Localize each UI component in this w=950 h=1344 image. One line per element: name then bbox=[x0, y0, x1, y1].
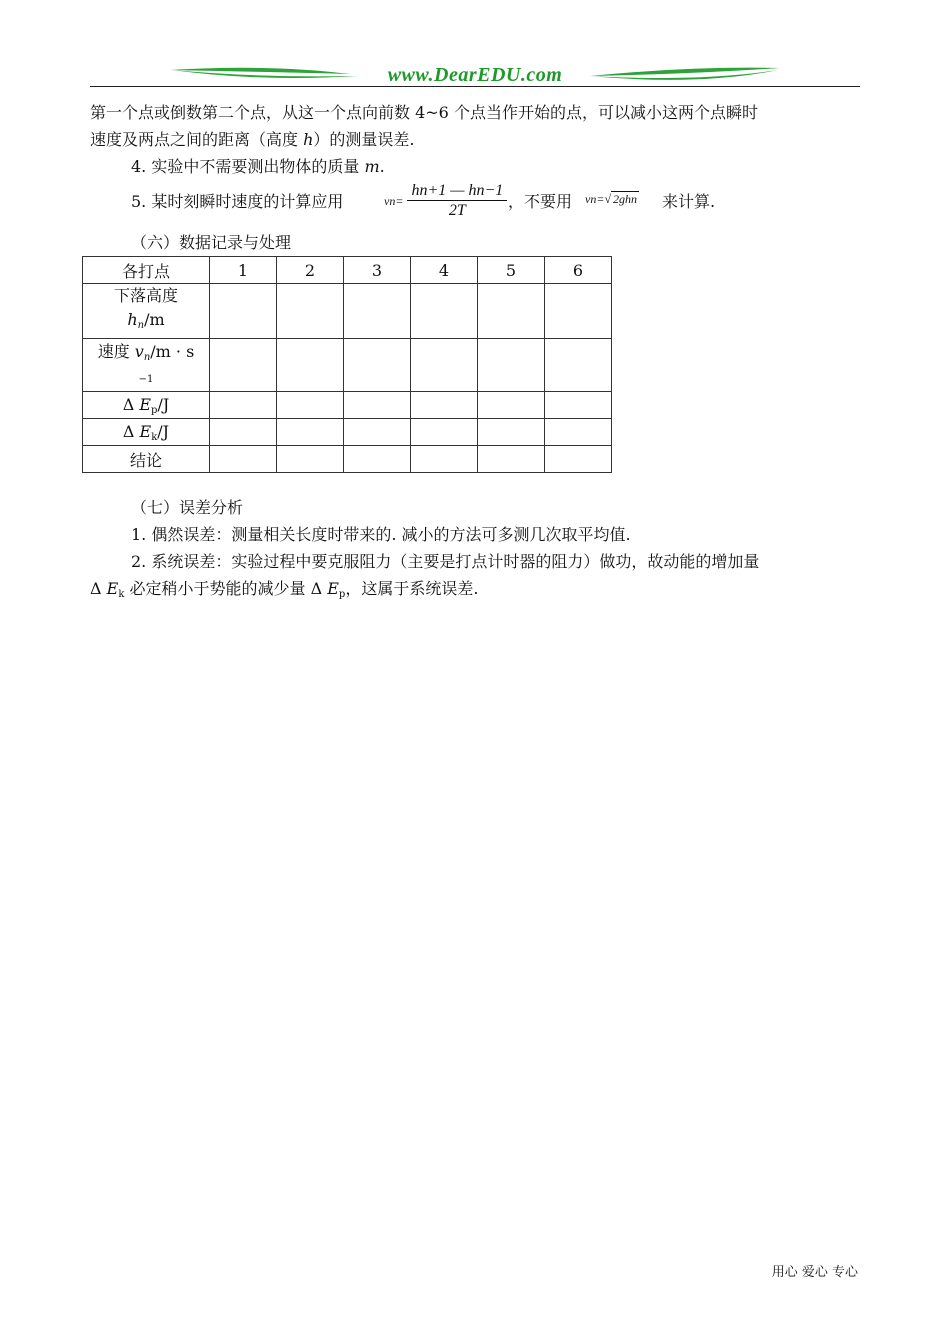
intro-line-2: 速度及两点之间的距离（高度 h）的测量误差. bbox=[90, 130, 415, 149]
footer-slogan: 用心 爱心 专心 bbox=[771, 1265, 858, 1280]
table-cell bbox=[344, 339, 411, 392]
table-cell bbox=[478, 419, 545, 446]
table-cell bbox=[344, 419, 411, 446]
table-cell bbox=[411, 419, 478, 446]
error-item-1: 1. 偶然误差：测量相关长度时带来的. 减小的方法可多测几次取平均值. bbox=[131, 525, 631, 544]
intro-line-1: 第一个点或倒数第二个点，从这一个点向前数 4~6 个点当作开始的点，可以减小这两个点瞬时 bbox=[90, 103, 758, 122]
table-cell bbox=[545, 392, 612, 419]
header-cell-label: 各打点 bbox=[83, 257, 210, 284]
row-label-speed: 速度 $v_n/m \cdot s$ −1 bbox=[83, 339, 210, 392]
table-cell bbox=[545, 446, 612, 473]
table-cell bbox=[478, 339, 545, 392]
item-5-post: 来计算. bbox=[662, 192, 716, 211]
item-5-mid: ，不要用 bbox=[508, 192, 573, 211]
table-cell bbox=[545, 419, 612, 446]
table-row-speed bbox=[83, 339, 612, 392]
error-item-2-line-1: 2. 系统误差：实验过程中要克服阻力（主要是打点计时器的阻力）做功，故动能的增加量 bbox=[131, 552, 760, 571]
header-cell-4: 4 bbox=[411, 257, 478, 284]
table-cell bbox=[478, 446, 545, 473]
header-cell-3: 3 bbox=[344, 257, 411, 284]
table-cell bbox=[210, 446, 277, 473]
data-record-table bbox=[82, 256, 612, 473]
table-header-row bbox=[83, 257, 612, 284]
error-item-2-line-2: Δ $E_k$ 必定稍小于势能的减少量 Δ $E_p$，这属于系统误差. bbox=[90, 579, 479, 600]
table-cell bbox=[344, 446, 411, 473]
row-label-conclusion: 结论 bbox=[83, 446, 210, 473]
table-row-conclusion bbox=[83, 446, 612, 473]
row-label-ek: Δ $E_k/J$ bbox=[83, 419, 210, 446]
table-cell bbox=[210, 284, 277, 339]
table-cell bbox=[478, 392, 545, 419]
row-label-ep: Δ $E_p/J$ bbox=[83, 392, 210, 419]
table-cell bbox=[411, 284, 478, 339]
table-cell bbox=[545, 339, 612, 392]
section-7-title: （七）误差分析 bbox=[131, 498, 244, 517]
section-6-title: （六）数据记录与处理 bbox=[131, 233, 292, 252]
table-cell bbox=[411, 392, 478, 419]
item-5-text: 5. 某时刻瞬时速度的计算应用 bbox=[131, 192, 344, 211]
table-cell bbox=[210, 392, 277, 419]
header-rule bbox=[90, 86, 860, 87]
table-cell bbox=[411, 339, 478, 392]
table-cell bbox=[277, 446, 344, 473]
header-cell-6: 6 bbox=[545, 257, 612, 284]
table-cell bbox=[210, 419, 277, 446]
table-cell bbox=[344, 284, 411, 339]
table-cell bbox=[478, 284, 545, 339]
table-row-height bbox=[83, 284, 612, 339]
table-cell bbox=[277, 392, 344, 419]
table-cell bbox=[277, 419, 344, 446]
table-cell bbox=[210, 339, 277, 392]
table-cell bbox=[411, 446, 478, 473]
table-row-ep bbox=[83, 392, 612, 419]
header-cell-2: 2 bbox=[277, 257, 344, 284]
header-cell-5: 5 bbox=[478, 257, 545, 284]
formula-velocity-difference: vn= $\frac{hn+1 — hn-1}{2T}$ bbox=[384, 182, 507, 221]
site-logo-text[interactable]: www.DearEDU.com bbox=[387, 64, 563, 86]
table-cell bbox=[277, 339, 344, 392]
table-row-ek bbox=[83, 419, 612, 446]
item-4: 4. 实验中不需要测出物体的质量 m. bbox=[131, 157, 385, 176]
header-cell-1: 1 bbox=[210, 257, 277, 284]
table-cell bbox=[344, 392, 411, 419]
formula-sqrt-2gh: vn=√ 2ghn bbox=[585, 192, 638, 206]
row-label-height: 下落高度 $h_n/m$ bbox=[83, 284, 210, 339]
table-cell bbox=[277, 284, 344, 339]
table-cell bbox=[545, 284, 612, 339]
